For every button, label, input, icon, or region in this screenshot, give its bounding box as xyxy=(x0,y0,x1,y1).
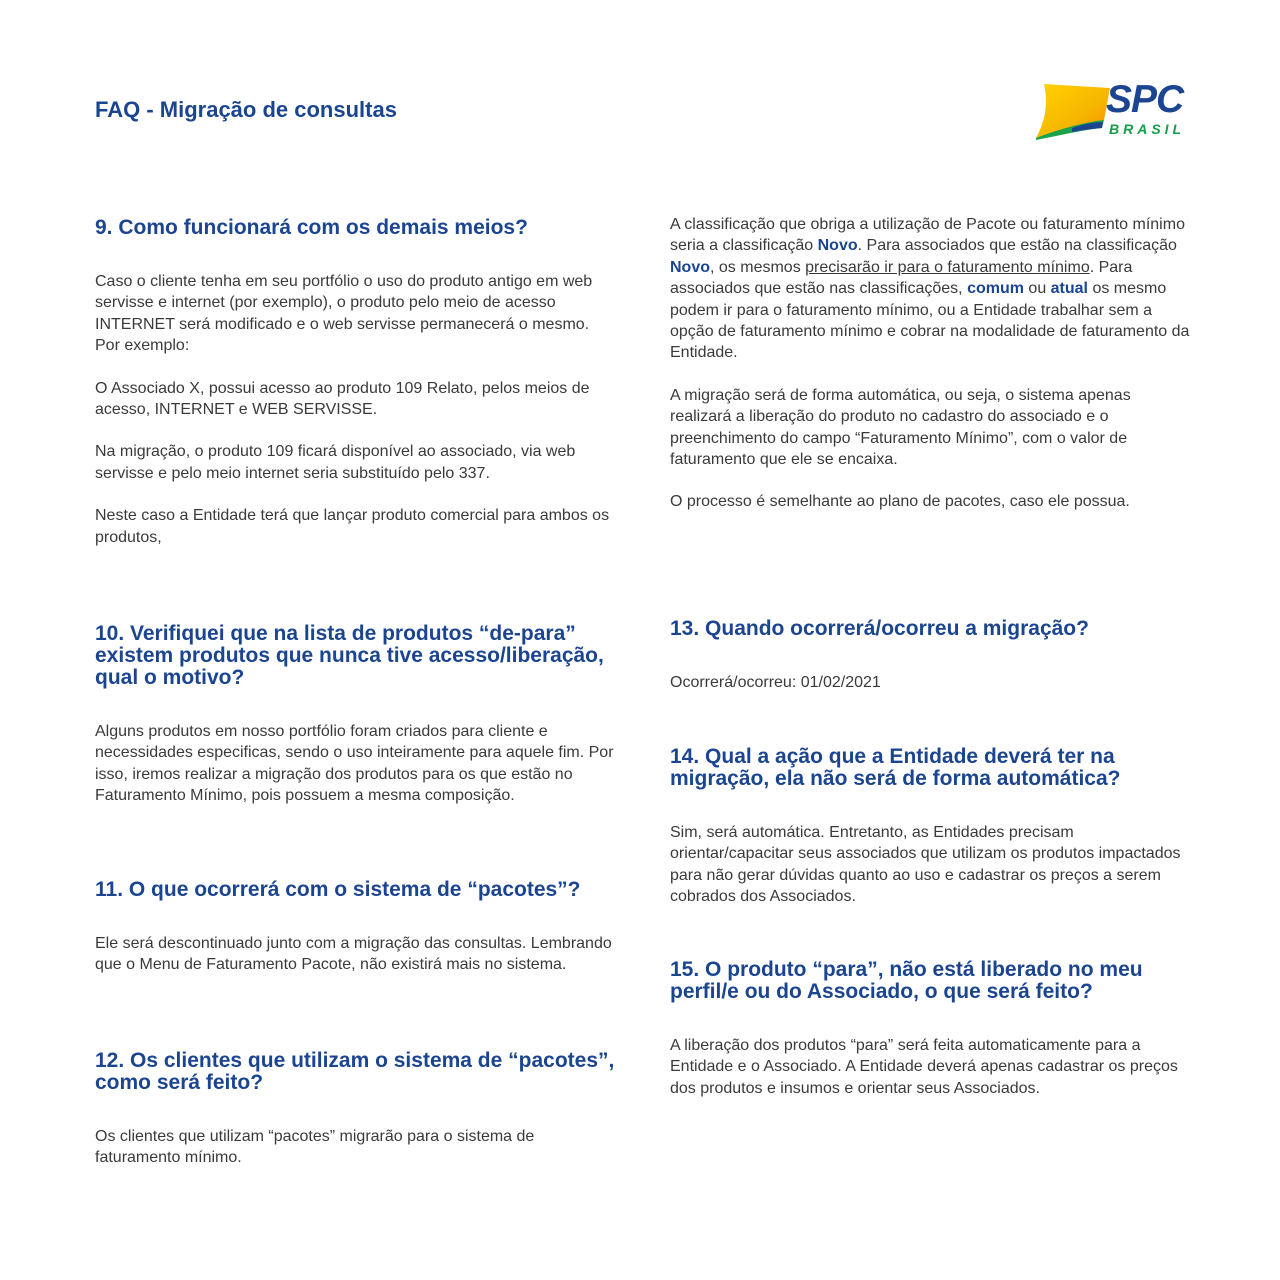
question-heading: 14. Qual a ação que a Entidade deverá ter na migração, ela não será de forma automática? xyxy=(670,745,1121,790)
faq-item-14 xyxy=(670,746,1190,908)
logo-brand-text: SPC xyxy=(1106,78,1184,121)
question-heading: 15. O produto “para”, não está liberado no meu perfil/e ou do Associado, o que será feito? xyxy=(670,958,1143,1003)
answer-paragraph: Ele será descontinuado junto com a migração das consultas. Lembrando que o Menu de Faturamento Pacote, não existirá mais no sistema. xyxy=(95,935,612,974)
underlined-text: precisarão ir para o faturamento mínimo xyxy=(805,258,1090,276)
text-fragment: . Para associados que estão nas classificações, xyxy=(670,258,1133,298)
logo-country-text: BRASIL xyxy=(1109,121,1186,137)
text-fragment: , os mesmos xyxy=(710,258,806,276)
answer-paragraph: O Associado X, possui acesso ao produto 109 Relato, pelos meios de acesso, INTERNET e WEB SERVISSE. xyxy=(95,379,590,419)
answer-paragraph: Na migração, o produto 109 ficará disponível ao associado, via web servisse e pelo meio internet seria substituído pelo 337. xyxy=(95,443,576,482)
text-fragment: os mesmo podem ir para o faturamento mínimo, ou a Entidade trabalhar sem a opção de faturamento mínimo e cobrar na modalidade de faturamento da Entidade. xyxy=(670,280,1190,362)
spc-brasil-logo xyxy=(1032,78,1192,144)
answer-paragraph: Caso o cliente tenha em seu portfólio o uso do produto antigo em web servisse e internet (por exemplo), o produto pelo meio de acesso INTERNET será modificado e o web servisse permanecerá o mesmo. Por exemplo: xyxy=(95,273,593,355)
answer-paragraph: A liberação dos produtos “para” será feita automaticamente para a Entidade e o Associado. A Entidade deverá apenas cadastrar os preços dos produtos e insumos e orientar seus Associados. xyxy=(670,1037,1178,1097)
faq-item-13 xyxy=(670,618,1190,693)
question-heading: 10. Verifiquei que na lista de produtos “de-para” existem produtos que nunca tive acesso/liberação, qual o motivo? xyxy=(95,622,604,689)
text-fragment: A classificação que obriga a utilização de Pacote ou faturamento mínimo seria a classificação xyxy=(670,216,1185,255)
answer-paragraph: Neste caso a Entidade terá que lançar produto comercial para ambos os produtos, xyxy=(95,507,610,546)
highlight-comum: comum xyxy=(967,280,1024,298)
highlight-novo: Novo xyxy=(670,258,710,276)
answer-paragraph: A migração será de forma automática, ou seja, o sistema apenas realizará a liberação do produto no cadastro do associado e o preenchimento do campo “Faturamento Mínimo”, com o valor de faturamento que ele se encaixa. xyxy=(670,386,1131,469)
question-heading: 11. O que ocorrerá com o sistema de “pacotes”? xyxy=(95,878,581,901)
text-fragment: ou xyxy=(1023,280,1051,298)
faq-item-9-continued xyxy=(670,214,1190,513)
text-fragment: . Para associados que estão na classificação xyxy=(857,237,1177,255)
question-heading: 12. Os clientes que utilizam o sistema de “pacotes”, como será feito? xyxy=(95,1049,615,1094)
answer-paragraph: Os clientes que utilizam “pacotes” migrarão para o sistema de faturamento mínimo. xyxy=(95,1128,535,1167)
faq-item-15 xyxy=(670,959,1190,1099)
logo-swoosh-icon xyxy=(1032,82,1112,142)
question-heading: 13. Quando ocorrerá/ocorreu a migração? xyxy=(670,617,1089,640)
answer-paragraph: Sim, será automática. Entretanto, as Entidades precisam orientar/capacitar seus associados que utilizam os produtos impactados para não gerar dúvidas quanto ao uso e cadastrar os preços a serem cobrados dos Associados. xyxy=(670,824,1181,906)
answer-paragraph: O processo é semelhante ao plano de pacotes, caso ele possua. xyxy=(670,493,1130,511)
answer-paragraph xyxy=(670,214,1190,364)
faq-item-10 xyxy=(95,623,615,807)
faq-item-11 xyxy=(95,879,615,976)
question-heading: 9. Como funcionará com os demais meios? xyxy=(95,216,528,239)
answer-paragraph: Ocorrerá/ocorreu: 01/02/2021 xyxy=(670,674,881,691)
answer-paragraph: Alguns produtos em nosso portfólio foram criados para cliente e necessidades especificas, sendo o uso inteiramente para aquele fim. Por isso, iremos realizar a migração dos produtos para os que estão no Faturamento Mínimo, pois possuem a mesma composição. xyxy=(95,723,614,805)
highlight-novo: Novo xyxy=(817,237,858,255)
faq-item-9 xyxy=(95,217,615,548)
faq-item-12 xyxy=(95,1050,615,1169)
highlight-atual: atual xyxy=(1050,280,1088,298)
page-title: FAQ - Migração de consultas xyxy=(95,97,397,122)
